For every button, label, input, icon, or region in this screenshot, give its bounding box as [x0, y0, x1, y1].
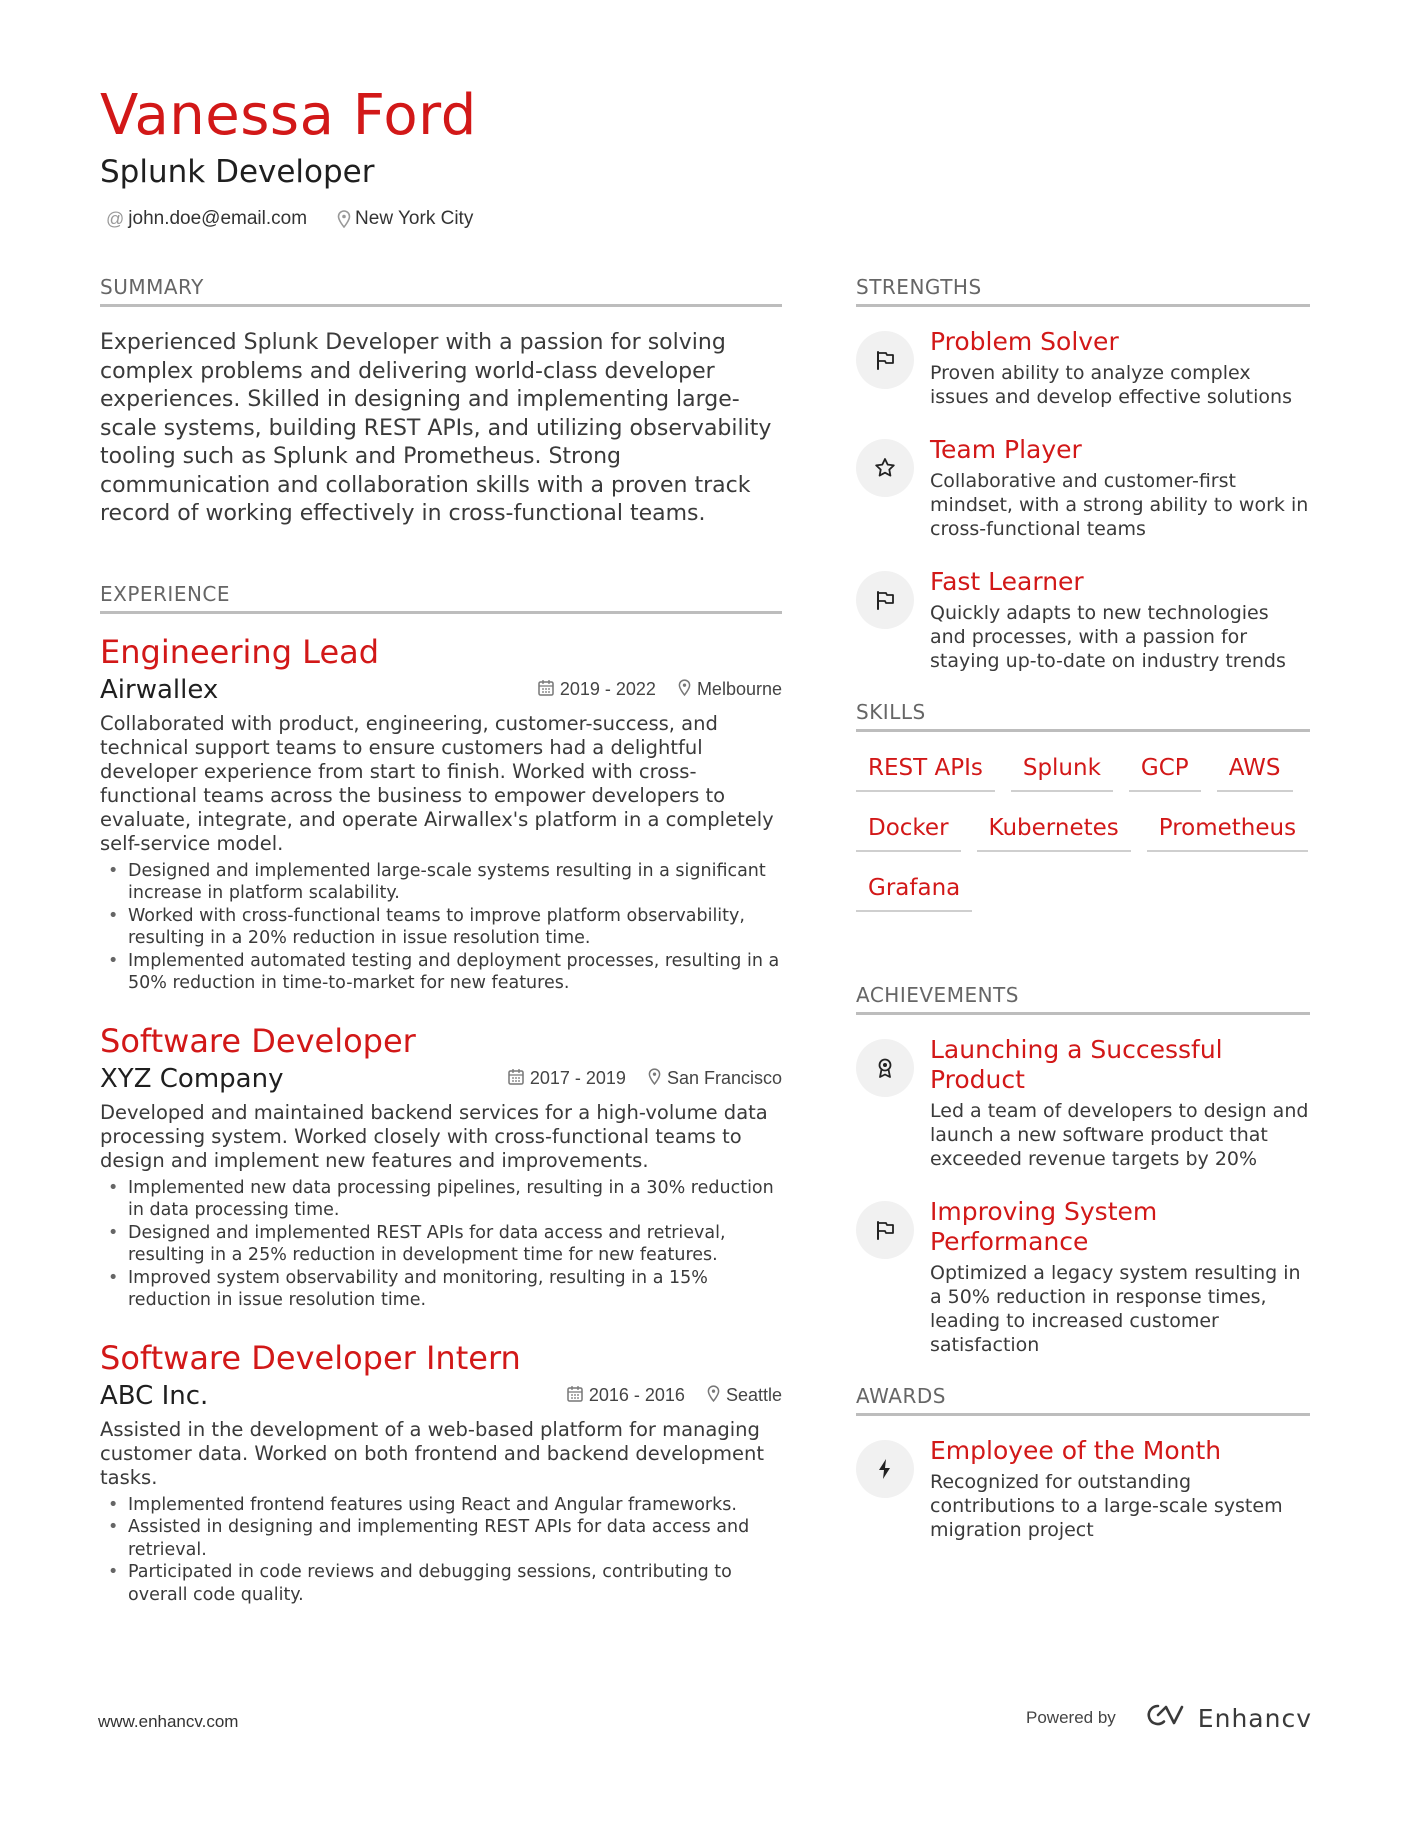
job-title: Engineering Lead: [100, 632, 380, 671]
job-meta: [100, 1380, 782, 1412]
skill-tag: REST APIs: [856, 754, 995, 792]
flag-icon: [856, 331, 914, 389]
summary-section: [100, 274, 782, 529]
contact-email[interactable]: [106, 208, 307, 230]
awards-heading: AWARDS: [856, 1383, 1310, 1416]
job-bullets: [100, 1177, 782, 1312]
location-pin-icon: [648, 1068, 661, 1090]
skills-heading: SKILLS: [856, 699, 1310, 732]
job-bullet: • Improved system observability and monitoring, resulting in a 15% reduction in issue resolution time.: [100, 1267, 782, 1312]
bolt-icon: [856, 1440, 914, 1498]
strength-item-description: Quickly adapts to new technologies and processes, with a passion for staying up-to-date on industry trends: [930, 602, 1286, 672]
location-pin-icon: [337, 210, 351, 228]
job-meta: [100, 674, 782, 706]
strength-item: [856, 435, 1310, 541]
achievement-item: [856, 1035, 1310, 1171]
calendar-icon: [508, 1068, 524, 1090]
strength-item-title: Team Player: [930, 435, 1082, 464]
achievement-item-title: Improving System Performance: [930, 1197, 1158, 1256]
awards-section: [856, 1383, 1310, 1542]
summary-heading: SUMMARY: [100, 274, 782, 307]
award-item-body: [930, 1436, 1310, 1542]
flag-icon: [856, 571, 914, 629]
enhancv-logo-icon: [1144, 1702, 1188, 1734]
right-column: [856, 274, 1310, 1568]
strengths-heading: STRENGTHS: [856, 274, 1310, 307]
job-description: Collaborated with product, engineering, customer-success, and technical support teams to ensure customers had a delightful developer experience from start to finish. Worked with cross-functional teams across the business to empower developers to evaluate, integrate, and operate Airwallex's platform in a completely self-service model.: [100, 711, 774, 855]
strength-item-title: Fast Learner: [930, 567, 1084, 596]
job-location: [678, 679, 782, 701]
achievement-item-body: [930, 1197, 1310, 1357]
skills-list: [856, 754, 1310, 912]
job-location-text: Seattle: [725, 1385, 782, 1405]
skill-tag: Grafana: [856, 874, 972, 912]
skill-tag: Docker: [856, 814, 961, 852]
skills-section: [856, 699, 1310, 912]
achievement-item-body: [930, 1035, 1310, 1171]
job-bullets: [100, 860, 782, 995]
at-icon: @: [106, 208, 125, 229]
strengths-section: [856, 274, 1310, 673]
job-dates: [508, 1068, 626, 1090]
achievements-list: [856, 1035, 1310, 1357]
location-pin-icon: [707, 1385, 720, 1407]
achievements-section: [856, 982, 1310, 1357]
star-icon: [856, 439, 914, 497]
strength-item-body: [930, 327, 1310, 409]
company-name: ABC Inc.: [100, 1380, 209, 1411]
brand-name: Enhancv: [1197, 1703, 1312, 1733]
footer-branding: [1026, 1702, 1312, 1734]
award-item-title: Employee of the Month: [930, 1436, 1222, 1465]
calendar-icon: [538, 679, 554, 701]
job-description: Developed and maintained backend services for a high-volume data processing system. Worked closely with cross-functional teams to design and implement new features and improvements.: [100, 1100, 768, 1172]
job-location: [648, 1068, 782, 1090]
job-dates-text: 2016 - 2016: [588, 1385, 685, 1405]
strength-item-body: [930, 567, 1310, 673]
job-dates-text: 2019 - 2022: [559, 679, 656, 699]
brand-logo[interactable]: [1144, 1702, 1312, 1734]
skill-tag: AWS: [1217, 754, 1293, 792]
job-location-text: Melbourne: [696, 679, 782, 699]
job-location-text: San Francisco: [666, 1068, 782, 1088]
awards-list: [856, 1436, 1310, 1542]
achievement-item-description: Optimized a legacy system resulting in a 50% reduction in response times, leading to increased customer satisfaction: [930, 1262, 1301, 1356]
contact-row: [106, 208, 473, 230]
strength-item-title: Problem Solver: [930, 327, 1119, 356]
skill-tag: Kubernetes: [977, 814, 1131, 852]
job-title: Software Developer: [100, 1021, 416, 1060]
job-bullet: • Designed and implemented large-scale systems resulting in a significant increase in platform scalability.: [100, 860, 782, 905]
contact-location: [337, 208, 473, 230]
footer-website[interactable]: www.enhancv.com: [98, 1712, 239, 1731]
location-pin-icon: [678, 679, 691, 701]
location-text: New York City: [355, 208, 474, 229]
job-bullet: • Implemented new data processing pipelines, resulting in a 30% reduction in data processing time.: [100, 1177, 782, 1222]
job-bullet: • Implemented automated testing and deployment processes, resulting in a 50% reduction in time-to-market for new features.: [100, 950, 782, 995]
achievement-item-description: Led a team of developers to design and launch a new software product that exceeded revenue targets by 20%: [930, 1100, 1309, 1170]
job-dates-text: 2017 - 2019: [529, 1068, 626, 1088]
candidate-name: Vanessa Ford: [100, 83, 477, 148]
candidate-role: Splunk Developer: [100, 154, 375, 190]
skill-tag: Prometheus: [1147, 814, 1308, 852]
strength-item-description: Collaborative and customer-first mindset, with a strong ability to work in cross-functional teams: [930, 470, 1309, 540]
skill-tag: GCP: [1129, 754, 1201, 792]
job-bullet: • Assisted in designing and implementing REST APIs for data access and retrieval.: [100, 1516, 782, 1561]
job-location: [707, 1385, 782, 1407]
experience-list: [100, 632, 782, 1607]
summary-text: Experienced Splunk Developer with a passion for solving complex problems and delivering world-class developer experiences. Skilled in designing and implementing large-scale systems, building REST APIs, and utilizing observability tooling such as Splunk and Prometheus. Strong communication and collaboration skills with a proven track record of working effectively in cross-functional teams.: [100, 330, 772, 526]
award-item-description: Recognized for outstanding contributions to a large-scale system migration project: [930, 1471, 1283, 1541]
job-title: Software Developer Intern: [100, 1338, 521, 1377]
job-description: Assisted in the development of a web-based platform for managing customer data. Worked on both frontend and backend development tasks.: [100, 1417, 765, 1489]
powered-by-text: Powered by: [1026, 1708, 1116, 1727]
job-dates: [538, 679, 656, 701]
experience-heading: EXPERIENCE: [100, 581, 782, 614]
strength-item-description: Proven ability to analyze complex issues and develop effective solutions: [930, 362, 1292, 408]
job-bullet: • Implemented frontend features using React and Angular frameworks.: [100, 1494, 782, 1517]
achievement-item: [856, 1197, 1310, 1357]
experience-section: [100, 581, 782, 1607]
strength-item-body: [930, 435, 1310, 541]
job-meta-right: [508, 1068, 782, 1090]
job-meta-right: [567, 1385, 782, 1407]
experience-item: [100, 1021, 782, 1312]
flag-icon: [856, 1201, 914, 1259]
achievement-item-title: Launching a Successful Product: [930, 1035, 1223, 1094]
job-bullet: • Designed and implemented REST APIs for data access and retrieval, resulting in a 25% reduction in development time for new features.: [100, 1222, 782, 1267]
award-item: [856, 1436, 1310, 1542]
company-name: Airwallex: [100, 674, 219, 705]
achievements-heading: ACHIEVEMENTS: [856, 982, 1310, 1015]
job-meta: [100, 1063, 782, 1095]
strength-item: [856, 327, 1310, 409]
job-bullet: • Participated in code reviews and debugging sessions, contributing to overall code quality.: [100, 1561, 782, 1606]
strength-item: [856, 567, 1310, 673]
skill-tag: Splunk: [1011, 754, 1113, 792]
job-bullet: • Worked with cross-functional teams to improve platform observability, resulting in a 20% reduction in issue resolution time.: [100, 905, 782, 950]
experience-item: [100, 632, 782, 995]
strengths-list: [856, 327, 1310, 673]
job-meta-right: [538, 679, 782, 701]
experience-item: [100, 1338, 782, 1607]
email-text: john.doe@email.com: [128, 208, 308, 229]
job-bullets: [100, 1494, 782, 1607]
award-icon: [856, 1039, 914, 1097]
calendar-icon: [567, 1385, 583, 1407]
job-dates: [567, 1385, 685, 1407]
company-name: XYZ Company: [100, 1063, 284, 1094]
left-column: [100, 274, 782, 1606]
